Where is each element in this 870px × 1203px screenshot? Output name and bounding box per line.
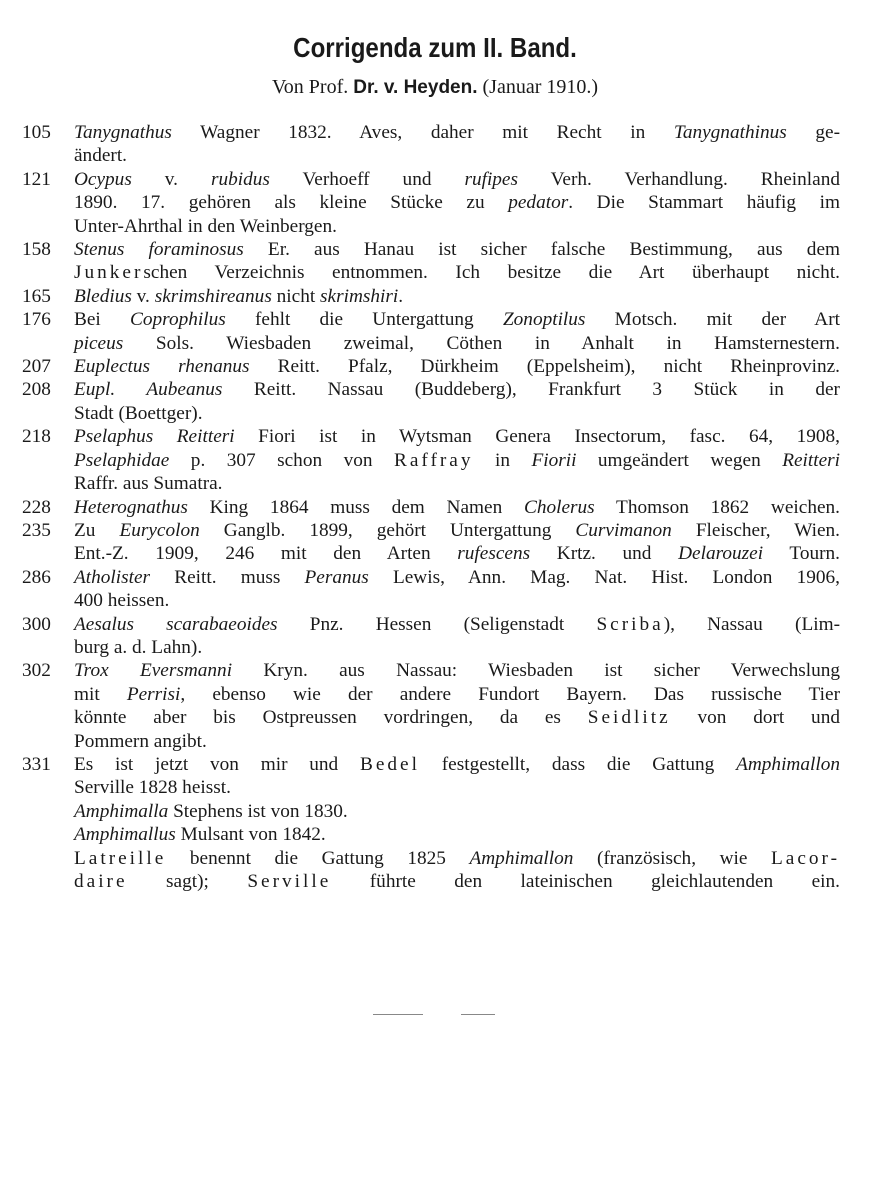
byline [0,76,870,99]
text-line: Ent.-Z. 1909, 246 mit den Arten rufescens Krtz. und Delarouzei Tourn. [74,543,840,565]
text-line: Latreille benennt die Gattung 1825 Amphimallon (französisch, wie Lacor- [74,847,841,869]
text-line: Heterognathus King 1864 muss dem Namen Cholerus Thomson 1862 weichen. [74,496,840,518]
text-line: Unter-Ahrthal in den Weinbergen. [74,215,337,237]
page-number: 158 [22,239,51,261]
text-line: Stadt (Boettger). [74,402,203,424]
entry-text [74,121,840,168]
text-line: Trox Eversmanni Kryn. aus Nassau: Wiesbaden ist sicher Verwechslung [74,660,840,682]
text-line: mit Perrisi, ebenso wie der andere Fundort Bayern. Das russische Tier [74,683,840,705]
page-number: 218 [22,426,51,448]
text-line: Euplectus rhenanus Reitt. Pfalz, Dürkheim (Eppelsheim), nicht Rheinprovinz. [74,356,840,378]
entry-text [74,659,840,753]
text-line: 1890. 17. gehören als kleine Stücke zu pedator. Die Stammart häufig im [74,192,840,214]
entry-text [74,566,840,613]
corrigendum-entry [22,519,840,566]
entry-text [74,285,840,308]
corrigendum-entry [22,425,840,495]
corrigendum-entry [22,753,840,800]
corrigendum-entry [22,355,840,378]
corrigenda-list [22,121,840,893]
entry-text [74,378,840,425]
corrigendum-entry [22,285,840,308]
text-line: daire sagt); Serville führte den lateinischen gleichlautenden ein. [74,871,840,892]
page-number: 302 [22,660,51,682]
corrigendum-entry [22,238,840,285]
entry-text [74,613,840,660]
text-line: Aesalus scarabaeoides Pnz. Hessen (Seligenstadt Scriba), Nassau (Lim- [74,613,840,635]
page-number: 300 [22,613,51,635]
page-number: 176 [22,309,51,331]
text-line: 400 heissen. [74,590,170,612]
corrigendum-entry [22,613,840,660]
text-line: Es ist jetzt von mir und Bedel festgestellt, dass die Gattung Amphimallon [74,753,840,775]
page-number: 331 [22,753,51,775]
byline-prefix: Von Prof. [271,76,349,98]
page-title: Corrigenda zum II. Band. [293,32,577,63]
text-line: Bei Coprophilus fehlt die Untergattung Zonoptilus Motsch. mit der Art [74,309,840,331]
corrigendum-entry [22,496,840,519]
page-number: 165 [22,285,51,307]
corrigendum-entry [22,168,840,238]
text-line: Serville 1828 heisst. [74,777,231,799]
page-number: 105 [22,122,51,143]
text-line: Atholister Reitt. muss Peranus Lewis, Ann. Mag. Nat. Hist. London 1906, [74,566,840,588]
text-line: Raffr. aus Sumatra. [74,473,223,495]
end-rule-right [461,1014,495,1015]
corrigendum-entry [22,308,840,355]
page-number: 207 [22,356,51,378]
text-line: könnte aber bis Ostpreussen vordringen, da es Seidlitz von dort und [74,707,840,729]
page-number: 235 [22,519,51,541]
text-line: Zu Eurycolon Ganglb. 1899, gehört Untergattung Curvimanon Fleischer, Wien. [74,519,840,541]
text-line: Ocypus v. rubidus Verhoeff und rufipes Verh. Verhandlung. Rheinland [74,168,840,190]
entry-text [74,519,840,566]
text-line: Junkerschen Verzeichnis entnommen. Ich besitze die Art überhaupt nicht. [74,262,840,284]
byline-date: (Januar 1910.) [482,76,599,98]
entry-331-continuation [22,800,840,894]
text-line: piceus Sols. Wiesbaden zweimal, Cöthen in Anhalt in Hamsternestern. [74,332,840,354]
text-line: Pselaphus Reitteri Fiori ist in Wytsman Genera Insectorum, fasc. 64, 1908, [74,426,840,448]
page-number: 121 [22,168,51,190]
text-line: burg a. d. Lahn). [74,636,203,658]
corrigendum-entry [22,566,840,613]
corrigendum-entry [22,121,840,168]
entry-text [74,308,840,355]
text-line: Pommern angibt. [74,730,207,752]
entry-text [74,168,840,238]
corrigendum-entry [22,659,840,753]
text-line: Tanygnathus Wagner 1832. Aves, daher mit Recht in Tanygnathinus ge- [74,122,840,143]
entry-text [74,355,840,378]
text-line: Amphimallus Mulsant von 1842. [74,824,326,846]
text-line: Eupl. Aubeanus Reitt. Nassau (Buddeberg), Frankfurt 3 Stück in der [74,379,840,401]
text-line: Amphimalla Stephens ist von 1830. [74,800,348,822]
text-line: ändert. [74,145,127,167]
entry-text [74,496,840,519]
text-line: Bledius v. skrimshireanus nicht skrimshiri. [74,285,404,307]
page-number: 286 [22,566,51,588]
entry-text [74,425,840,495]
page-number: 208 [22,379,51,401]
text-line: Stenus foraminosus Er. aus Hanau ist sicher falsche Bestimmung, aus dem [74,239,840,261]
entry-text [74,238,840,285]
end-rule-left [373,1014,423,1015]
text-line: Pselaphidae p. 307 schon von Raffray in Fiorii umgeändert wegen Reitteri [74,449,841,471]
page-number: 228 [22,496,51,518]
corrigendum-entry [22,378,840,425]
entry-text [74,753,840,800]
author-name: Dr. v. Heyden. [353,77,478,98]
